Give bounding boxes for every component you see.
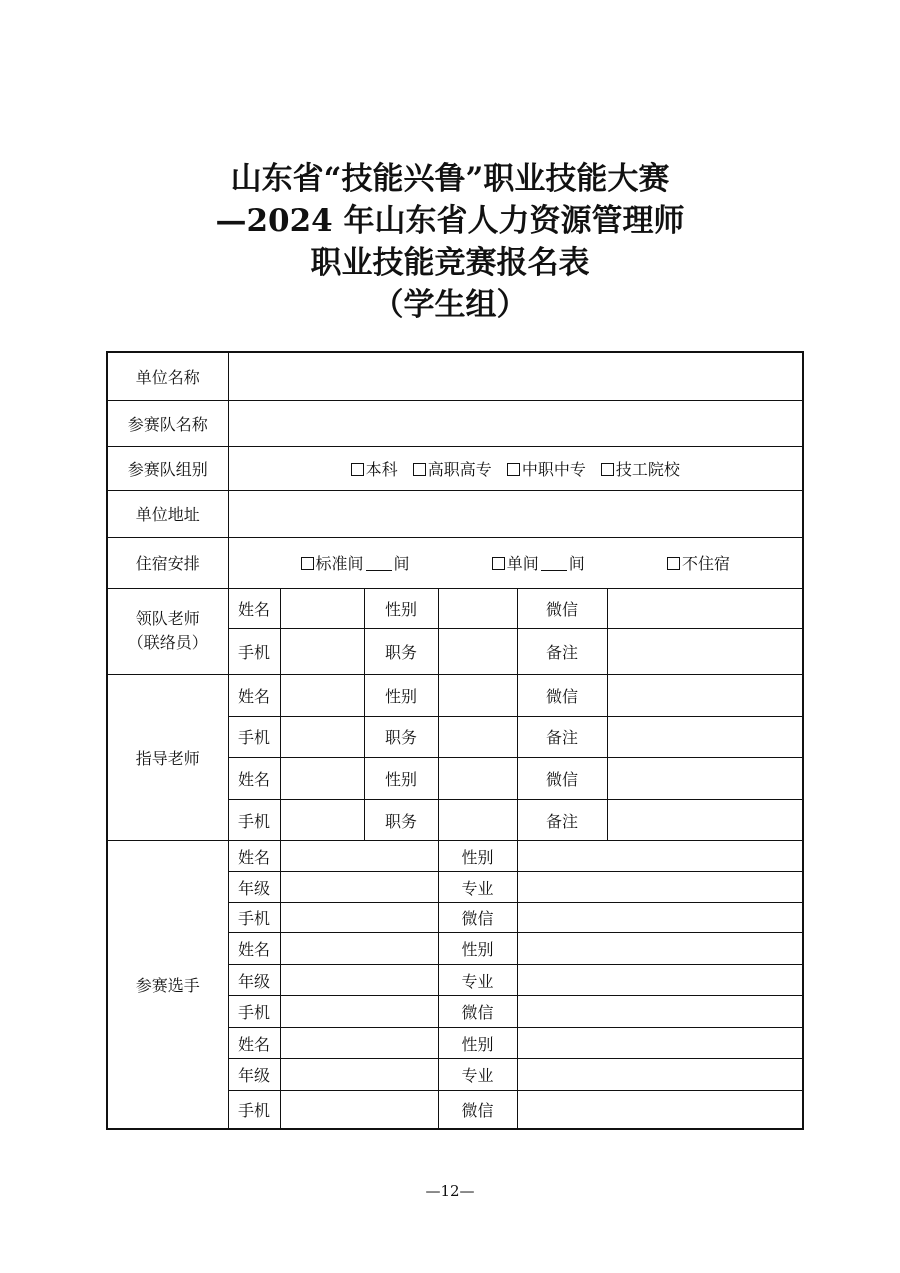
unit-address-field[interactable] <box>228 490 803 537</box>
advisor2-gender-field[interactable] <box>438 757 517 799</box>
contestant1-name-label: 姓名 <box>228 841 280 872</box>
contestant2-phone-field[interactable] <box>280 996 438 1028</box>
advisor1-name-field[interactable] <box>280 674 364 716</box>
standard-room-count-field[interactable] <box>366 556 392 571</box>
lodging-option-standard[interactable]: 标准间 间 <box>301 551 410 574</box>
leader-phone-field[interactable] <box>280 628 364 674</box>
title-line-2: —2024 年山东省人力资源管理师 <box>215 203 685 239</box>
contestant3-name-field[interactable] <box>280 1028 438 1059</box>
contestant1-phone-label: 手机 <box>228 903 280 933</box>
advisor2-gender-label: 性别 <box>364 757 438 799</box>
advisor1-name-label: 姓名 <box>228 674 280 716</box>
advisor1-position-field[interactable] <box>438 716 517 757</box>
contestant2-grade-field[interactable] <box>280 965 438 996</box>
advisor2-remark-field[interactable] <box>607 799 803 840</box>
group-option-technical-school[interactable]: 技工院校 <box>601 457 680 480</box>
advisor1-remark-field[interactable] <box>607 716 803 757</box>
contestant3-grade-label: 年级 <box>228 1059 280 1091</box>
contestant3-phone-label: 手机 <box>228 1091 280 1129</box>
leader-phone-label: 手机 <box>228 628 280 674</box>
title-line-3: 职业技能竞赛报名表 <box>310 245 590 281</box>
advisor1-gender-field[interactable] <box>438 674 517 716</box>
advisor1-gender-label: 性别 <box>364 674 438 716</box>
team-group-label: 参赛队组别 <box>107 446 228 490</box>
contestant2-wechat-label: 微信 <box>438 996 517 1028</box>
leader-gender-label: 性别 <box>364 588 438 628</box>
checkbox-icon[interactable] <box>667 557 680 570</box>
contestant2-name-field[interactable] <box>280 933 438 965</box>
team-name-field[interactable] <box>228 400 803 446</box>
form-title <box>0 158 900 326</box>
leader-wechat-field[interactable] <box>607 588 803 628</box>
contestant2-major-label: 专业 <box>438 965 517 996</box>
contestant2-major-field[interactable] <box>517 965 803 996</box>
checkbox-icon[interactable] <box>413 463 426 476</box>
leader-wechat-label: 微信 <box>517 588 607 628</box>
advisor2-name-label: 姓名 <box>228 757 280 799</box>
page-number: —12— <box>425 1182 475 1200</box>
advisor2-phone-label: 手机 <box>228 799 280 840</box>
advisor2-wechat-field[interactable] <box>607 757 803 799</box>
lodging-option-none[interactable]: 不住宿 <box>667 551 730 574</box>
advisor1-phone-label: 手机 <box>228 716 280 757</box>
advisor1-remark-label: 备注 <box>517 716 607 757</box>
contestant3-phone-field[interactable] <box>280 1091 438 1129</box>
contestant3-gender-label: 性别 <box>438 1028 517 1059</box>
advisor2-wechat-label: 微信 <box>517 757 607 799</box>
contestant2-grade-label: 年级 <box>228 965 280 996</box>
contestant3-major-label: 专业 <box>438 1059 517 1091</box>
contestant2-gender-label: 性别 <box>438 933 517 965</box>
contestant3-wechat-field[interactable] <box>517 1091 803 1129</box>
advisor2-position-field[interactable] <box>438 799 517 840</box>
team-group-options <box>228 446 803 490</box>
leader-name-field[interactable] <box>280 588 364 628</box>
checkbox-icon[interactable] <box>492 557 505 570</box>
leader-position-field[interactable] <box>438 628 517 674</box>
checkbox-icon[interactable] <box>301 557 314 570</box>
checkbox-icon[interactable] <box>601 463 614 476</box>
advisor2-remark-label: 备注 <box>517 799 607 840</box>
contestant3-grade-field[interactable] <box>280 1059 438 1091</box>
contestant3-major-field[interactable] <box>517 1059 803 1091</box>
contestant2-gender-field[interactable] <box>517 933 803 965</box>
contestant3-gender-field[interactable] <box>517 1028 803 1059</box>
contestant-label: 参赛选手 <box>107 841 228 1129</box>
advisor1-position-label: 职务 <box>364 716 438 757</box>
contestant1-major-label: 专业 <box>438 872 517 903</box>
advisor1-wechat-label: 微信 <box>517 674 607 716</box>
lodging-options <box>228 537 803 588</box>
lodging-option-single[interactable]: 单间 间 <box>492 551 585 574</box>
advisor1-phone-field[interactable] <box>280 716 364 757</box>
leader-remark-field[interactable] <box>607 628 803 674</box>
leader-remark-label: 备注 <box>517 628 607 674</box>
contestant1-gender-label: 性别 <box>438 841 517 872</box>
leader-position-label: 职务 <box>364 628 438 674</box>
group-option-secondary-vocational[interactable]: 中职中专 <box>507 457 586 480</box>
contestant2-wechat-field[interactable] <box>517 996 803 1028</box>
contestant1-name-field[interactable] <box>280 841 438 872</box>
group-option-vocational-college[interactable]: 高职高专 <box>413 457 492 480</box>
registration-table <box>106 351 804 1130</box>
leader-name-label: 姓名 <box>228 588 280 628</box>
advisor1-wechat-field[interactable] <box>607 674 803 716</box>
single-room-count-field[interactable] <box>541 556 567 571</box>
advisor2-phone-field[interactable] <box>280 799 364 840</box>
contestant1-wechat-label: 微信 <box>438 903 517 933</box>
contestant1-phone-field[interactable] <box>280 903 438 933</box>
checkbox-icon[interactable] <box>351 463 364 476</box>
title-line-4: （学生组） <box>372 287 528 323</box>
unit-name-label: 单位名称 <box>107 352 228 400</box>
unit-address-label: 单位地址 <box>107 490 228 537</box>
group-option-undergrad[interactable]: 本科 <box>351 457 398 480</box>
contestant3-name-label: 姓名 <box>228 1028 280 1059</box>
leader-gender-field[interactable] <box>438 588 517 628</box>
advisor-label: 指导老师 <box>107 674 228 840</box>
contestant2-name-label: 姓名 <box>228 933 280 965</box>
contestant1-grade-field[interactable] <box>280 872 438 903</box>
contestant1-grade-label: 年级 <box>228 872 280 903</box>
contestant2-phone-label: 手机 <box>228 996 280 1028</box>
unit-name-field[interactable] <box>228 352 803 400</box>
title-line-1: 山东省“技能兴鲁”职业技能大赛 <box>230 161 670 197</box>
contestant3-wechat-label: 微信 <box>438 1091 517 1129</box>
contestant1-major-field[interactable] <box>517 872 803 903</box>
contestant1-wechat-field[interactable] <box>517 903 803 933</box>
leader-label: 领队老师 （联络员） <box>107 588 228 674</box>
advisor2-name-field[interactable] <box>280 757 364 799</box>
contestant1-gender-field[interactable] <box>517 841 803 872</box>
checkbox-icon[interactable] <box>507 463 520 476</box>
lodging-label: 住宿安排 <box>107 537 228 588</box>
advisor2-position-label: 职务 <box>364 799 438 840</box>
team-name-label: 参赛队名称 <box>107 400 228 446</box>
